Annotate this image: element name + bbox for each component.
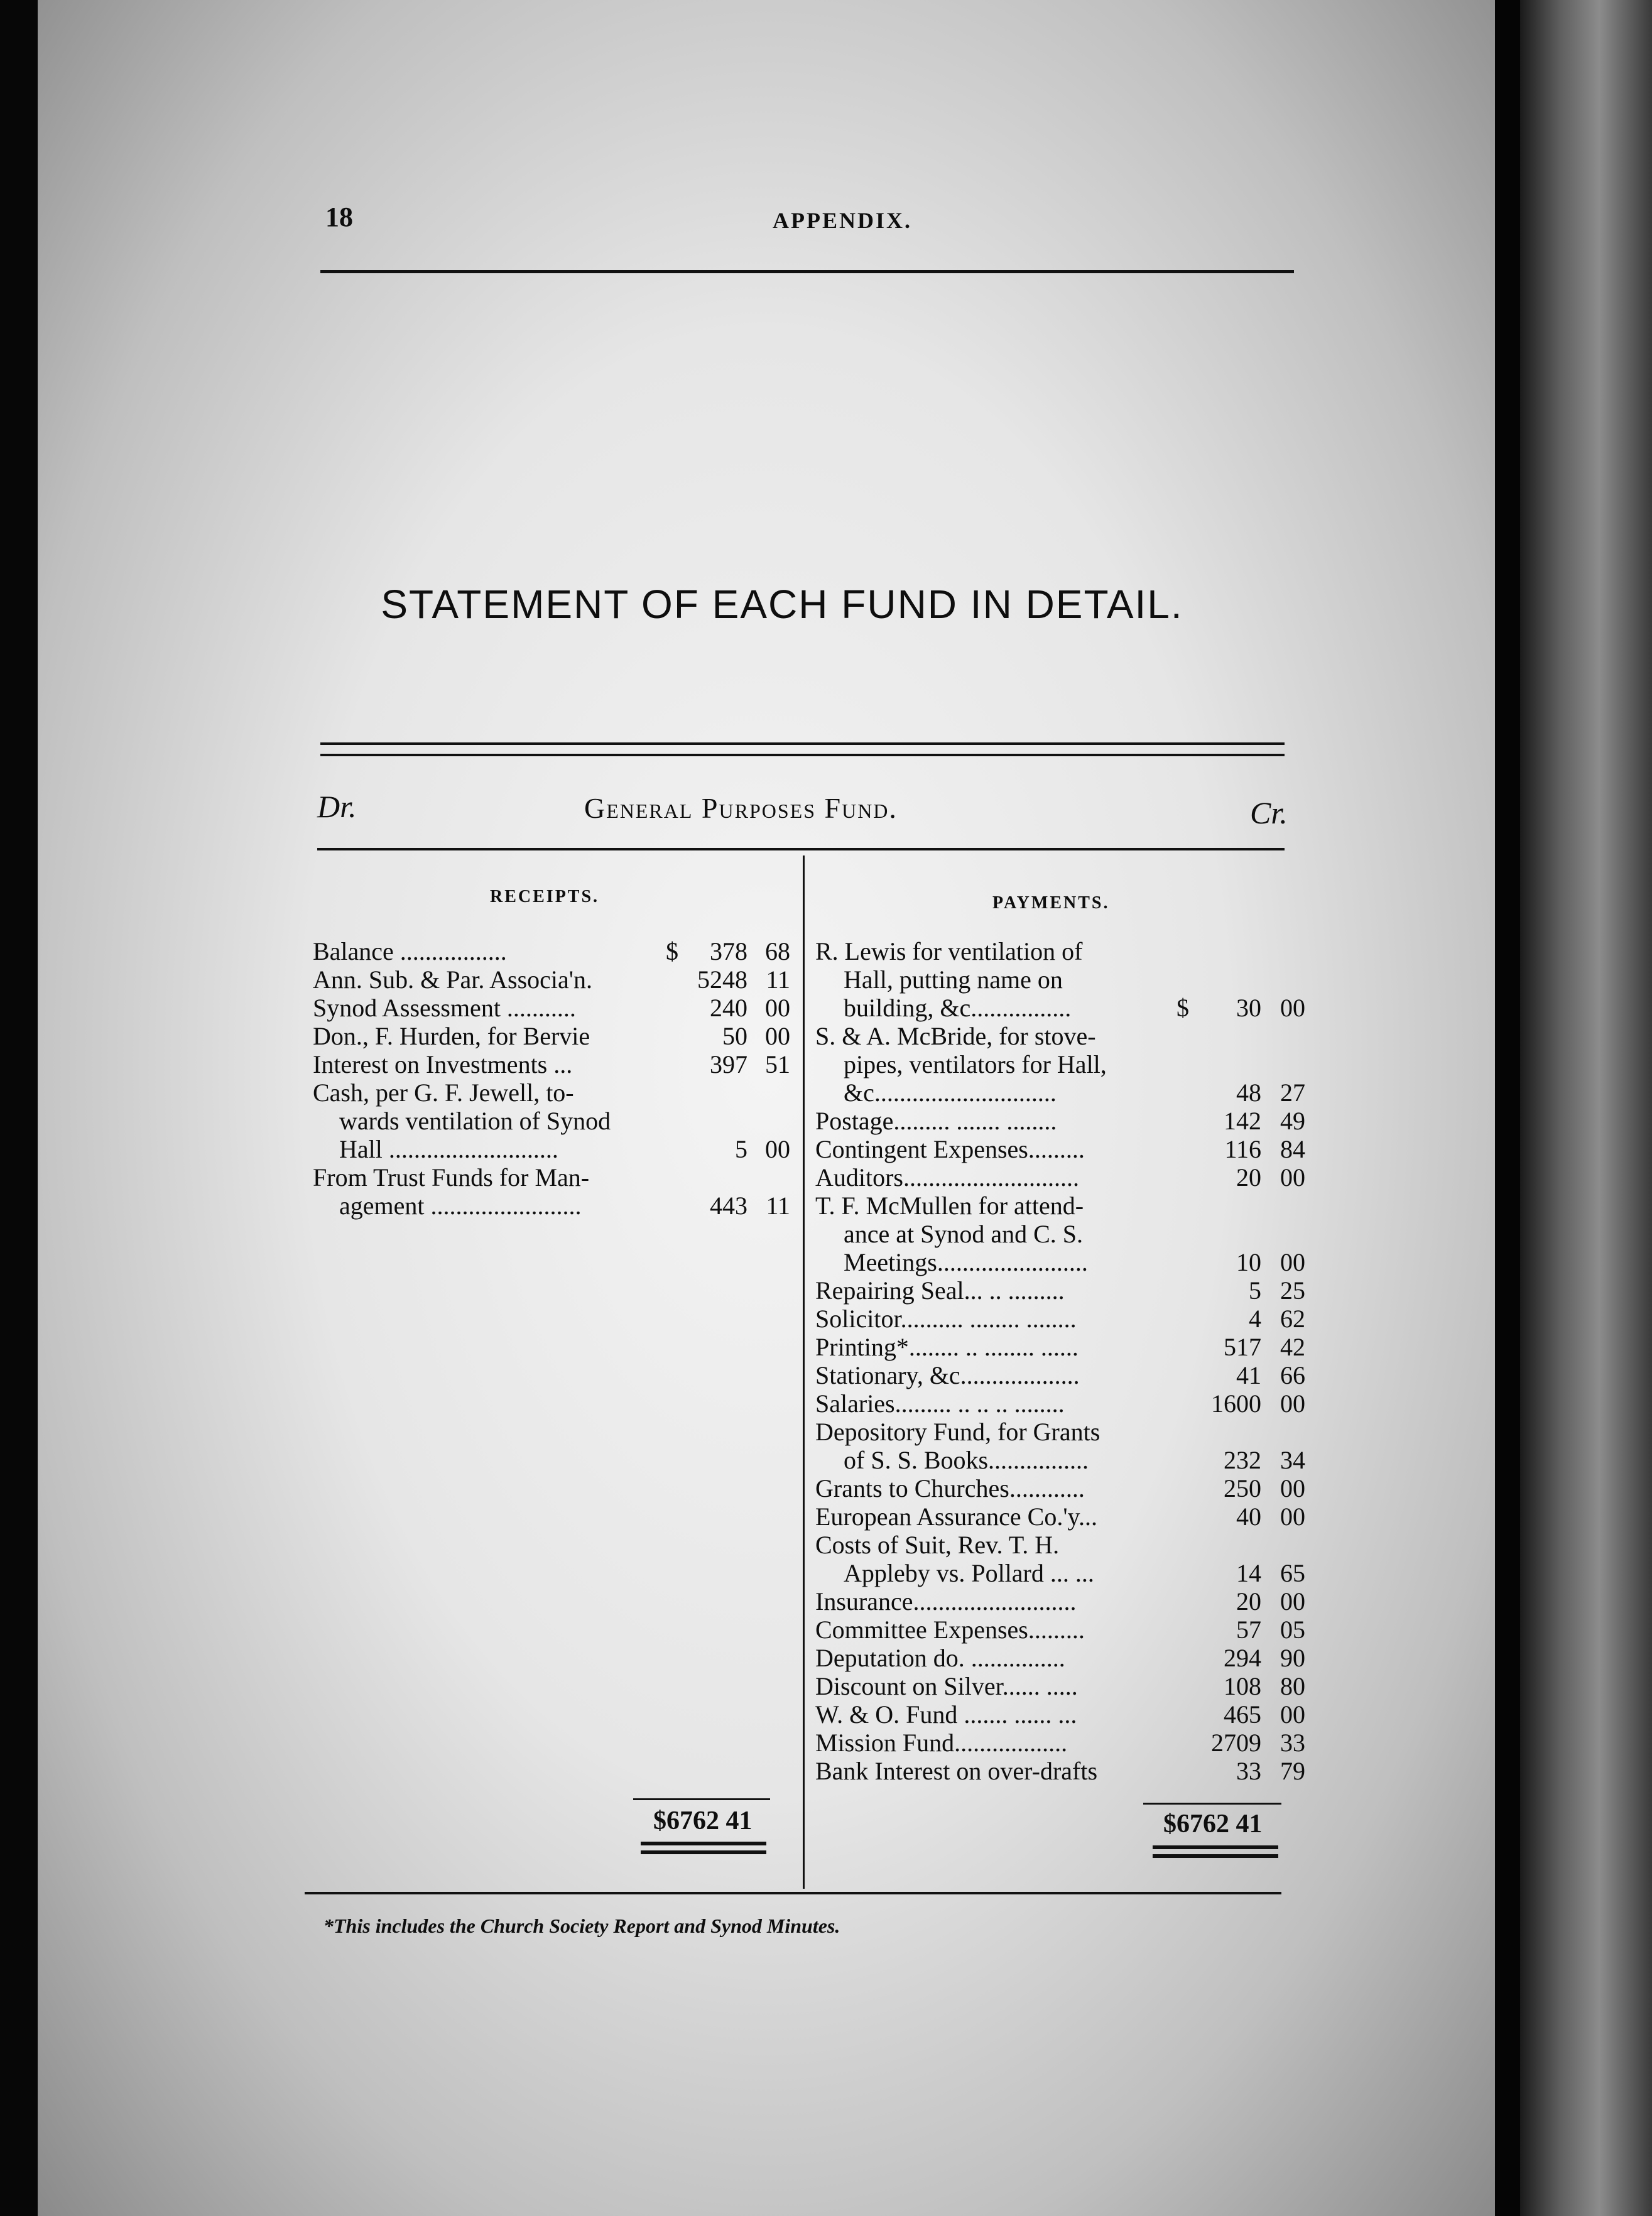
payments-amount-dollars: 20 [1236,1163,1261,1192]
payments-entry-line [815,1333,1308,1361]
receipts-amount-cents: 51 [765,1050,790,1078]
payments-amount-dollars: 232 [1224,1446,1261,1474]
payments-entry-label: of S. S. Books................ [844,1446,1089,1474]
payments-total: $6762 41 [1163,1810,1263,1839]
payments-list [815,937,1308,1785]
payments-entry-label: Committee Expenses......... [815,1616,1085,1644]
payments-amount-dollars: 57 [1236,1616,1261,1644]
receipts-entry-label: Don., F. Hurden, for Bervie [313,1022,590,1050]
receipts-dollar-sign: $ [666,937,678,965]
payments-amount-cents: 00 [1280,1163,1305,1192]
payments-entry-label: Auditors............................ [815,1163,1079,1192]
payments-amount-cents: 62 [1280,1305,1305,1333]
receipts-amount-dollars: 50 [722,1022,747,1050]
payments-entry-label: ance at Synod and C. S. [844,1220,1084,1248]
payments-amount-dollars: 40 [1236,1502,1261,1531]
receipts-entry-label: Interest on Investments ... [313,1050,573,1078]
payments-entry-label: R. Lewis for ventilation of [815,937,1083,965]
payments-entry-line [815,994,1308,1022]
payments-entry-line [815,1644,1308,1672]
payments-amount-dollars: 33 [1236,1757,1261,1785]
receipts-entry-line [313,1107,796,1135]
payments-amount-cents: 00 [1280,1248,1305,1276]
payments-entry-label: Stationary, &c................... [815,1361,1080,1389]
receipts-entry-line [313,937,796,965]
payments-entry-line [815,1502,1308,1531]
payments-entry-line [815,1276,1308,1305]
payments-entry-line [815,1022,1308,1050]
receipts-amount-cents: 00 [765,1022,790,1050]
payments-entry-line [815,1672,1308,1700]
payments-amount-cents: 79 [1280,1757,1305,1785]
payments-amount-cents: 05 [1280,1616,1305,1644]
payments-amount-dollars: 142 [1224,1107,1261,1135]
receipts-amount-cents: 00 [765,994,790,1022]
payments-entry-line [815,1418,1308,1446]
receipts-list [313,937,796,1220]
receipts-total-underline-1 [641,1842,766,1845]
payments-entry-line [815,1305,1308,1333]
receipts-total: $6762 41 [653,1806,753,1835]
payments-entry-line [815,1531,1308,1559]
receipts-entry-line [313,1022,796,1050]
receipts-amount-dollars: 5 [735,1135,747,1163]
payments-amount-cents: 49 [1280,1107,1305,1135]
payments-entry-label: Costs of Suit, Rev. T. H. [815,1531,1060,1559]
receipts-heading: RECEIPTS. [490,887,600,906]
payments-amount-cents: 00 [1280,1389,1305,1418]
payments-amount-cents: 90 [1280,1644,1305,1672]
payments-amount-cents: 00 [1280,1587,1305,1616]
payments-entry-label: Insurance.......................... [815,1587,1077,1616]
payments-entry-line [815,1587,1308,1616]
fund-rule [317,848,1285,850]
payments-amount-dollars: 465 [1224,1700,1261,1729]
payments-entry-label: Contingent Expenses......... [815,1135,1085,1163]
binding-edge [1495,0,1520,2216]
payments-entry-label: S. & A. McBride, for stove- [815,1022,1096,1050]
fund-title: General Purposes Fund. [584,792,898,824]
payments-entry-label: W. & O. Fund ....... ...... ... [815,1700,1077,1729]
payments-entry-line [815,1220,1308,1248]
receipts-entry-line [313,1078,796,1107]
receipts-amount-dollars: 240 [710,994,747,1022]
receipts-entry-label: wards ventilation of Synod [339,1107,611,1135]
statement-title: STATEMENT OF EACH FUND IN DETAIL. [381,582,1183,627]
receipts-total-rule [633,1798,770,1800]
payments-entry-label: building, &c................ [844,994,1072,1022]
receipts-amount-dollars: 5248 [697,965,747,994]
payments-amount-cents: 27 [1280,1078,1305,1107]
payments-amount-dollars: 2709 [1211,1729,1261,1757]
payments-entry-label: Discount on Silver...... ..... [815,1672,1078,1700]
payments-amount-dollars: 5 [1249,1276,1261,1305]
payments-amount-dollars: 294 [1224,1644,1261,1672]
receipts-total-underline-2 [641,1850,766,1854]
payments-entry-label: European Assurance Co.'y... [815,1502,1097,1531]
payments-entry-label: Deputation do. ............... [815,1644,1065,1672]
payments-amount-cents: 00 [1280,994,1305,1022]
payments-entry-label: Meetings........................ [844,1248,1088,1276]
payments-entry-line [815,1135,1308,1163]
receipts-entry-line [313,1050,796,1078]
payments-amount-dollars: 41 [1236,1361,1261,1389]
payments-amount-cents: 33 [1280,1729,1305,1757]
receipts-entry-line [313,965,796,994]
payments-entry-line [815,1361,1308,1389]
receipts-entry-label: From Trust Funds for Man- [313,1163,590,1192]
payments-amount-dollars: 14 [1236,1559,1261,1587]
title-rule-top [320,742,1285,745]
receipts-amount-cents: 00 [765,1135,790,1163]
payments-amount-dollars: 30 [1236,994,1261,1022]
payments-entry-label: Printing*........ .. ........ ...... [815,1333,1079,1361]
payments-total-underline-1 [1153,1845,1278,1849]
payments-entry-label: Depository Fund, for Grants [815,1418,1100,1446]
payments-amount-cents: 25 [1280,1276,1305,1305]
payments-entry-label: Postage......... ....... ........ [815,1107,1057,1135]
payments-entry-line [815,1729,1308,1757]
payments-amount-dollars: 48 [1236,1078,1261,1107]
payments-amount-cents: 80 [1280,1672,1305,1700]
payments-entry-line [815,1163,1308,1192]
payments-entry-line [815,1757,1308,1785]
payments-amount-dollars: 250 [1224,1474,1261,1502]
payments-entry-label: Bank Interest on over-drafts [815,1757,1098,1785]
footnote-rule [305,1892,1281,1894]
payments-entry-label: &c............................. [844,1078,1057,1107]
column-divider [803,855,805,1889]
header-rule [320,270,1294,273]
receipts-amount-cents: 11 [766,965,790,994]
receipts-entry-label: Hall ........................... [339,1135,558,1163]
payments-amount-dollars: 1600 [1211,1389,1261,1418]
payments-entry-line [815,1389,1308,1418]
payments-heading: PAYMENTS. [992,893,1110,913]
receipts-entry-line [313,1163,796,1192]
payments-amount-cents: 65 [1280,1559,1305,1587]
payments-entry-label: T. F. McMullen for attend- [815,1192,1084,1220]
payments-entry-label: Salaries......... .. .. .. ........ [815,1389,1065,1418]
payments-amount-dollars: 108 [1224,1672,1261,1700]
payments-entry-line [815,1446,1308,1474]
payments-entry-label: Hall, putting name on [844,965,1063,994]
payments-entry-label: Mission Fund.................. [815,1729,1068,1757]
receipts-amount-cents: 68 [765,937,790,965]
receipts-entry-line [313,1135,796,1163]
debit-label: Dr. [317,789,357,824]
receipts-amount-dollars: 397 [710,1050,747,1078]
running-head: APPENDIX. [773,208,912,233]
payments-amount-cents: 42 [1280,1333,1305,1361]
page-number: 18 [325,202,353,232]
payments-entry-label: pipes, ventilators for Hall, [844,1050,1107,1078]
payments-entry-line [815,1700,1308,1729]
receipts-entry-label: Cash, per G. F. Jewell, to- [313,1078,574,1107]
payments-amount-cents: 34 [1280,1446,1305,1474]
payments-entry-line [815,937,1308,965]
receipts-amount-dollars: 443 [710,1192,747,1220]
payments-amount-cents: 00 [1280,1474,1305,1502]
receipts-entry-label: Balance ................. [313,937,507,965]
payments-entry-label: Solicitor.......... ........ ........ [815,1305,1077,1333]
payments-amount-cents: 00 [1280,1502,1305,1531]
payments-amount-dollars: 10 [1236,1248,1261,1276]
title-rule-bottom [320,754,1285,756]
payments-amount-cents: 66 [1280,1361,1305,1389]
payments-entry-line [815,1559,1308,1587]
footnote: *This includes the Church Society Report and Synod Minutes. [323,1915,840,1937]
payments-amount-dollars: 20 [1236,1587,1261,1616]
payments-entry-label: Appleby vs. Pollard ... ... [844,1559,1094,1587]
payments-amount-dollars: 517 [1224,1333,1261,1361]
payments-entry-line [815,1078,1308,1107]
receipts-entry-label: Synod Assessment ........... [313,994,576,1022]
payments-entry-line [815,1616,1308,1644]
payments-dollar-sign: $ [1177,994,1189,1022]
payments-amount-dollars: 4 [1249,1305,1261,1333]
receipts-amount-cents: 11 [766,1192,790,1220]
payments-entry-line [815,1192,1308,1220]
payments-entry-label: Grants to Churches............ [815,1474,1085,1502]
receipts-entry-line [313,1192,796,1220]
receipts-entry-label: agement ........................ [339,1192,582,1220]
payments-amount-cents: 84 [1280,1135,1305,1163]
payments-amount-cents: 00 [1280,1700,1305,1729]
adjacent-page-edge [1520,0,1652,2216]
receipts-entry-label: Ann. Sub. & Par. Associa'n. [313,965,592,994]
payments-total-underline-2 [1153,1854,1278,1858]
payments-entry-line [815,1107,1308,1135]
payments-entry-line [815,1248,1308,1276]
payments-entry-line [815,1474,1308,1502]
receipts-amount-dollars: 378 [710,937,747,965]
payments-entry-label: Repairing Seal... .. ......... [815,1276,1065,1305]
payments-amount-dollars: 116 [1224,1135,1261,1163]
payments-total-rule [1143,1803,1281,1805]
credit-label: Cr. [1250,795,1288,830]
receipts-entry-line [313,994,796,1022]
payments-entry-line [815,965,1308,994]
payments-entry-line [815,1050,1308,1078]
